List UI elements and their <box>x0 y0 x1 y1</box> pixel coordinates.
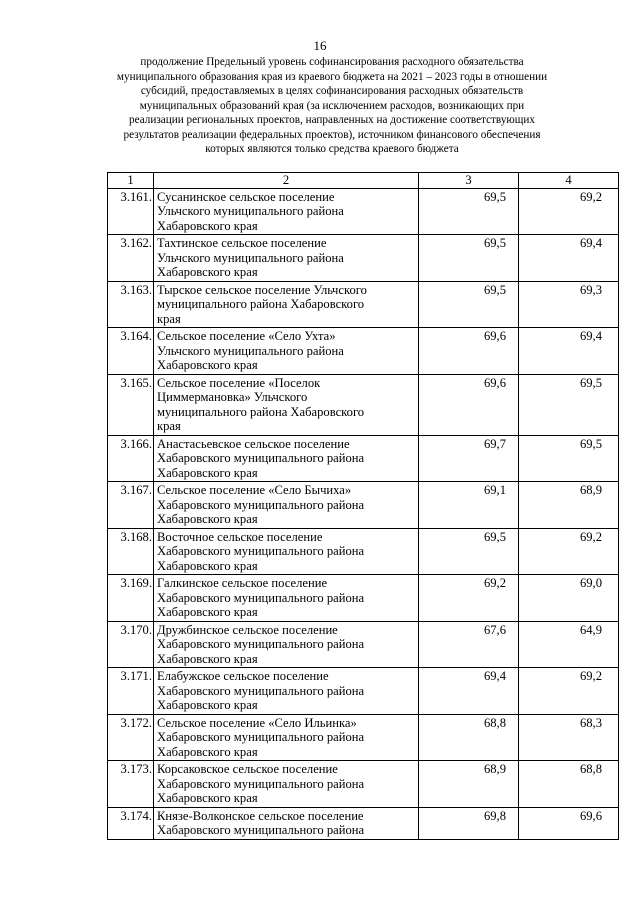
row-number: 3.172. <box>108 714 154 761</box>
value-2021: 69,6 <box>419 374 519 435</box>
municipality-name-line: Хабаровского муниципального района <box>157 823 365 837</box>
municipality-name-line: Сельское поселение «Поселок <box>157 375 321 390</box>
table-row <box>108 281 619 328</box>
municipality-name-line: Хабаровского муниципального района <box>157 683 365 698</box>
municipality-name-line: Хабаровского муниципального района <box>157 544 365 558</box>
table-row <box>108 235 619 282</box>
value-2022: 68,9 <box>519 482 619 529</box>
municipality-name-line: Галкинское сельское поселение <box>157 576 328 590</box>
column-header-4: 4 <box>519 173 619 189</box>
column-header-1: 1 <box>108 173 154 189</box>
table-row <box>108 188 619 235</box>
table-row <box>108 621 619 668</box>
heading-line: субсидий, предоставляемых в целях софинансирования расходных обязательств <box>140 85 524 97</box>
municipality-name <box>154 621 419 668</box>
municipality-name-line: Сельское поселение «Село Ильинка» <box>157 715 357 730</box>
value-2022: 68,8 <box>519 761 619 808</box>
municipality-name-line: Ульчского муниципального района <box>157 204 344 218</box>
municipality-name-line: Хабаровского края <box>157 465 258 480</box>
row-number: 3.162. <box>108 235 154 282</box>
page-number: 16 <box>313 38 327 53</box>
municipality-name <box>154 668 419 715</box>
row-number: 3.169. <box>108 575 154 622</box>
municipality-name <box>154 235 419 282</box>
municipality-name-line: Князе-Волконское сельское поселение <box>157 808 364 823</box>
table-row <box>108 482 619 529</box>
value-2022: 69,2 <box>519 668 619 715</box>
municipality-name-line: Хабаровского края <box>157 218 258 233</box>
heading-line: реализации региональных проектов, направленных на достижение соответствующих <box>129 114 535 126</box>
table-row <box>108 328 619 375</box>
municipality-name-line: Сельское поселение «Село Бычиха» <box>157 483 352 497</box>
value-2022: 69,4 <box>519 328 619 375</box>
value-2021: 68,8 <box>419 714 519 761</box>
value-2021: 69,5 <box>419 281 519 328</box>
municipality-name <box>154 188 419 235</box>
municipality-name-line: Хабаровского края <box>157 512 258 526</box>
table-row <box>108 374 619 435</box>
municipality-name-line: Хабаровского муниципального района <box>157 497 365 512</box>
row-number: 3.161. <box>108 188 154 235</box>
heading-line: результатов реализации федеральных проектов), источником финансового обеспечения <box>123 128 541 141</box>
municipality-name <box>154 374 419 435</box>
heading-line: которых являются только средства краевого бюджета <box>205 143 459 155</box>
table-row <box>108 714 619 761</box>
municipality-name-line: Анастасьевское сельское поселение <box>157 436 350 451</box>
municipality-name-line: муниципального района Хабаровского <box>157 404 365 419</box>
value-2021: 69,5 <box>419 235 519 282</box>
row-number: 3.170. <box>108 621 154 668</box>
municipality-name <box>154 328 419 375</box>
value-2022: 69,2 <box>519 528 619 575</box>
table-row <box>108 807 619 839</box>
table-heading <box>98 55 566 157</box>
municipality-name-line: Хабаровского края <box>157 265 258 279</box>
value-2021: 69,4 <box>419 668 519 715</box>
municipality-name-line: Хабаровского края <box>157 558 258 573</box>
row-number: 3.173. <box>108 761 154 808</box>
municipality-name <box>154 435 419 482</box>
value-2021: 69,1 <box>419 482 519 529</box>
municipality-name <box>154 807 419 839</box>
municipality-name-line: Хабаровского края <box>157 651 258 666</box>
table-row <box>108 528 619 575</box>
heading-line: муниципальных образований края (за исключением расходов, возникающих при <box>139 99 525 112</box>
row-number: 3.171. <box>108 668 154 715</box>
municipality-name-line: Корсаковское сельское поселение <box>157 762 338 776</box>
value-2022: 64,9 <box>519 621 619 668</box>
municipality-name-line: Ульчского муниципального района <box>157 250 344 265</box>
municipality-name <box>154 575 419 622</box>
value-2022: 69,2 <box>519 188 619 235</box>
municipality-name <box>154 528 419 575</box>
municipality-name <box>154 281 419 328</box>
municipality-name-line: Тахтинское сельское поселение <box>157 236 327 250</box>
value-2022: 69,6 <box>519 807 619 839</box>
value-2021: 69,7 <box>419 435 519 482</box>
row-number: 3.164. <box>108 328 154 375</box>
municipality-name-line: Циммермановка» Ульчского <box>157 390 308 404</box>
row-number: 3.166. <box>108 435 154 482</box>
municipality-name-line: Хабаровского муниципального района <box>157 590 365 605</box>
value-2021: 69,2 <box>419 575 519 622</box>
municipality-name-line: Хабаровского края <box>157 744 258 759</box>
municipality-name-line: Ульчского муниципального района <box>157 343 344 358</box>
municipality-name <box>154 482 419 529</box>
municipality-name-line: Хабаровского муниципального района <box>157 730 365 744</box>
value-2022: 69,3 <box>519 281 619 328</box>
municipality-name-line: Хабаровского края <box>157 791 258 805</box>
table-row <box>108 761 619 808</box>
row-number: 3.163. <box>108 281 154 328</box>
value-2022: 69,5 <box>519 374 619 435</box>
municipality-name-line: Сусанинское сельское поселение <box>157 189 335 204</box>
table-row <box>108 668 619 715</box>
table-header-row <box>108 173 619 189</box>
municipality-name-line: Хабаровского муниципального района <box>157 451 365 465</box>
municipality-name-line: муниципального района Хабаровского <box>157 297 365 311</box>
row-number: 3.174. <box>108 807 154 839</box>
value-2021: 69,5 <box>419 528 519 575</box>
municipality-name-line: Хабаровского муниципального района <box>157 776 365 791</box>
municipality-name-line: Хабаровского края <box>157 358 258 372</box>
value-2021: 69,8 <box>419 807 519 839</box>
municipality-name-line: Хабаровского края <box>157 605 258 619</box>
municipality-name-line: Хабаровского муниципального района <box>157 637 365 651</box>
column-header-3: 3 <box>419 173 519 189</box>
municipality-name-line: края <box>157 419 181 433</box>
table-row <box>108 435 619 482</box>
value-2022: 69,5 <box>519 435 619 482</box>
value-2021: 68,9 <box>419 761 519 808</box>
municipality-name <box>154 714 419 761</box>
municipality-name-line: Елабужское сельское поселение <box>157 669 329 683</box>
heading-line: продолжение Предельный уровень софинансирования расходного обязательства <box>140 56 524 68</box>
value-2021: 69,6 <box>419 328 519 375</box>
municipality-name-line: Восточное сельское поселение <box>157 529 323 544</box>
heading-line: муниципального образования края из краевого бюджета на 2021 – 2023 годы в отношении <box>116 70 548 83</box>
municipality-name-line: Хабаровского края <box>157 698 258 712</box>
municipality-name-line: Тырское сельское поселение Ульчского <box>157 282 367 297</box>
municipality-name-line: Сельское поселение «Село Ухта» <box>157 329 336 343</box>
row-number: 3.168. <box>108 528 154 575</box>
table-body <box>108 188 619 839</box>
cofinancing-table <box>107 172 619 840</box>
value-2021: 69,5 <box>419 188 519 235</box>
row-number: 3.165. <box>108 374 154 435</box>
row-number: 3.167. <box>108 482 154 529</box>
value-2022: 68,3 <box>519 714 619 761</box>
column-header-2: 2 <box>154 173 419 189</box>
municipality-name-line: края <box>157 311 181 326</box>
value-2021: 67,6 <box>419 621 519 668</box>
municipality-name-line: Дружбинское сельское поселение <box>157 622 338 637</box>
table-row <box>108 575 619 622</box>
value-2022: 69,0 <box>519 575 619 622</box>
value-2022: 69,4 <box>519 235 619 282</box>
municipality-name <box>154 761 419 808</box>
